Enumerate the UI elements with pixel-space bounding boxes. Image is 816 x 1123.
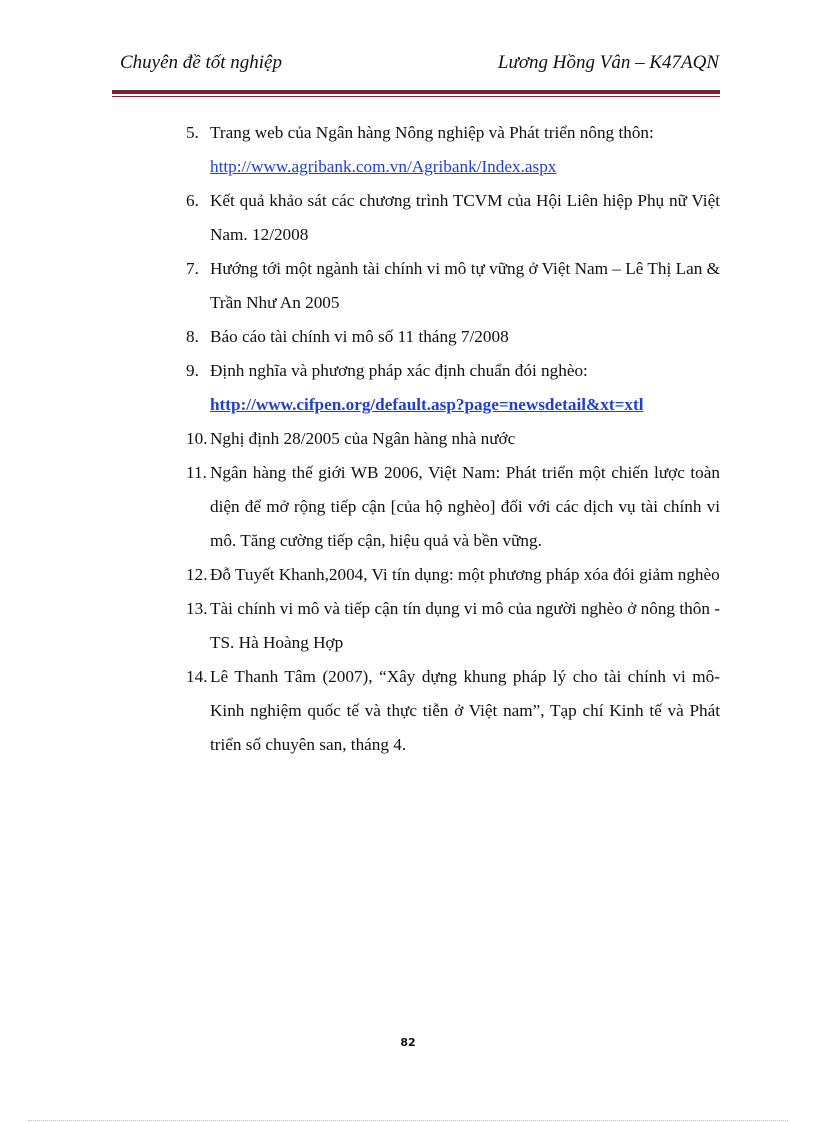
reference-item (186, 354, 720, 422)
reference-number: 6. (186, 191, 199, 210)
reference-item (186, 422, 720, 456)
reference-item (186, 116, 720, 184)
reference-number: 9. (186, 361, 199, 380)
reference-text: Kết quả khảo sát các chương trình TCVM của Hội Liên hiệp Phụ nữ Việt Nam. 12/2008 (210, 191, 720, 244)
page-bottom-border (28, 1120, 788, 1121)
reference-item (186, 660, 720, 762)
reference-item (186, 184, 720, 252)
reference-text: Đỗ Tuyết Khanh,2004, Vi tín dụng: một phương pháp xóa đói giảm nghèo (210, 565, 720, 584)
header-right: Lương Hồng Vân – K47AQN (497, 52, 719, 73)
page-number: 82 (400, 1036, 416, 1049)
reference-number: 8. (186, 327, 199, 346)
reference-item (186, 456, 720, 558)
reference-item (186, 320, 720, 354)
reference-item (186, 252, 720, 320)
reference-number: 10. (186, 429, 208, 448)
reference-text: Hướng tới một ngành tài chính vi mô tự vững ở Việt Nam – Lê Thị Lan & Trần Như An 2005 (210, 259, 720, 312)
reference-number: 12. (186, 565, 208, 584)
reference-number: 13. (186, 599, 208, 618)
header-rule-thin (112, 96, 720, 97)
reference-link[interactable]: http://www.cifpen.org/default.asp?page=newsdetail&xt=xtl (210, 395, 644, 414)
reference-text: Ngân hàng thế giới WB 2006, Việt Nam: Phát triển một chiến lược toàn diện để mở rộng tiếp cận [của hộ nghèo] đối với các dịch vụ tài chính vi mô. Tăng cường tiếp cận, hiệu quả và bền vững. (210, 463, 720, 550)
reference-text: Định nghĩa và phương pháp xác định chuẩn đói nghèo: (210, 361, 588, 380)
reference-item (186, 558, 720, 592)
reference-text: Báo cáo tài chính vi mô số 11 tháng 7/2008 (210, 327, 509, 346)
header-left: Chuyên đề tốt nghiệp (120, 52, 282, 73)
header-rule (112, 90, 720, 94)
reference-item (186, 592, 720, 660)
reference-link[interactable]: http://www.agribank.com.vn/Agribank/Index.aspx (210, 157, 557, 176)
reference-text: Nghị định 28/2005 của Ngân hàng nhà nước (210, 429, 516, 448)
reference-text: Trang web của Ngân hàng Nông nghiệp và Phát triển nông thôn: (210, 123, 654, 142)
reference-text: Lê Thanh Tâm (2007), “Xây dựng khung pháp lý cho tài chính vi mô- Kinh nghiệm quốc tế và thực tiễn ở Việt nam”, Tạp chí Kinh tế và Phát triển số chuyên san, tháng 4. (210, 667, 720, 754)
reference-number: 11. (186, 463, 207, 482)
reference-text: Tài chính vi mô và tiếp cận tín dụng vi mô của người nghèo ở nông thôn - TS. Hà Hoàng Hợp (210, 599, 720, 652)
reference-list (186, 116, 720, 762)
reference-number: 14. (186, 667, 208, 686)
reference-number: 5. (186, 123, 199, 142)
reference-number: 7. (186, 259, 199, 278)
